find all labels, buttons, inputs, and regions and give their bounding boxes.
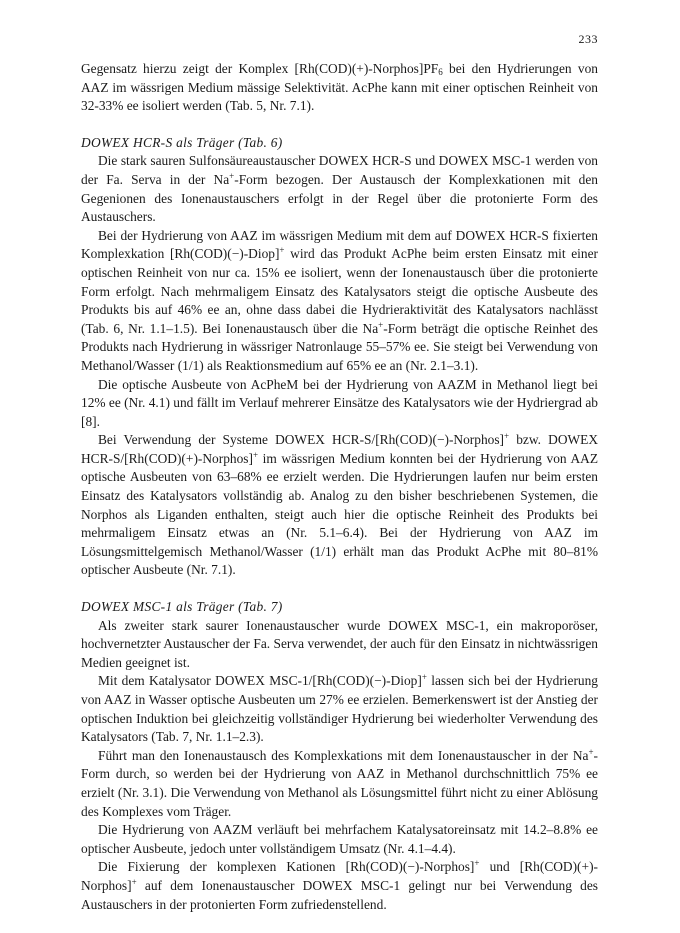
paragraph: Die Fixierung der komplexen Kationen [Rh(COD)(−)-Norphos]+ und [Rh(COD)(+)-Norphos]+ auf dem Ionenaustauscher DOWEX MSC-1 gelingt nur bei Verwendung des Austauschers in der protonierten Form zufriedenstellend. xyxy=(81,858,598,912)
page-number: 233 xyxy=(578,32,598,46)
paragraph: Führt man den Ionenaustausch des Komplexkations mit dem Ionenaustauscher in der Na+-Form durch, so werden bei der Hydrierung von AAZ in Methanol durchschnittlich 75% ee erzielt (Nr. 3.1). Die Verwendung von Methanol als Lösungsmittel führt nicht zu einer Ablösung des Komplexes vom Träger. xyxy=(81,746,598,819)
section-heading-dowex-msc-1: DOWEX MSC-1 als Träger (Tab. 7) xyxy=(81,599,283,615)
page-body xyxy=(81,60,598,914)
paragraph: Bei der Hydrierung von AAZ im wässrigen Medium mit dem auf DOWEX HCR-S fixierten Komplexkation [Rh(COD)(−)-Diop]+ wird das Produkt AcPhe beim ersten Einsatz mit einer optischen Reinheit von nur ca. 15% ee isoliert, wenn der Ionenaustausch über die protonierte Form erfolgt. Nach mehrmaligem Einsatz des Katalysators steigt die optische Ausbeute des Produkts bis auf 46% ee an, ohne dass dabei die Hydrieraktivität des Katalysators nachlässt (Tab. 6, Nr. 1.1–1.5). Bei Ionenaustausch über die Na+-Form beträgt die optische Reinhet des Produkts nach Hydrierung in wässriger Natronlauge 55–57% ee. Sie steigt bei Verwendung von Methanol/Wasser (1/1) als Reaktionsmedium auf 65% ee an (Nr. 2.1–3.1). xyxy=(81,227,598,373)
section-heading-dowex-hcr-s: DOWEX HCR-S als Träger (Tab. 6) xyxy=(81,134,283,150)
paragraph: Bei Verwendung der Systeme DOWEX HCR-S/[Rh(COD)(−)-Norphos]+ bzw. DOWEX HCR-S/[Rh(COD)(+)-Norphos]+ im wässrigen Medium konnten bei der Hydrierung von AAZ optische Ausbeuten von 63–68% ee erzielt werden. Die Hydrierungen laufen nur beim ersten Einsatz des Katalysators vollständig ab. Analog zu den bisher beschriebenen Systemen, die Norphos als Liganden enthalten, steigt auch hier die optische Reinheit des Produkts bei mehrmaligem Einsatz etwas an (Nr. 5.1–6.4). Bei der Hydrierung von AAZ im Lösungsmittelgemisch Methanol/Wasser (1/1) erhält man das Produkt AcPhe mit 80–81% optischer Ausbeute (Nr. 7.1). xyxy=(81,431,598,578)
paragraph: Die optische Ausbeute von AcPheM bei der Hydrierung von AAZM in Methanol liegt bei 12% ee (Nr. 4.1) und fällt im Verlauf mehrerer Einsätze des Katalysators wie der Hydriergrad ab [8]. xyxy=(81,376,598,429)
paragraph: Als zweiter stark saurer Ionenaustauscher wurde DOWEX MSC-1, ein makroporöser, hochvernetzter Austauscher der Fa. Serva verwendet, der auch für den Einsatz in nichtwässrigen Medien geeignet ist. xyxy=(81,617,598,670)
paragraph: Gegensatz hierzu zeigt der Komplex $[Rh(COD)(+)-Norphos]PF_6$ bei den Hydrierungen von AAZ im wässrigen Medium mässige Selektivität. AcPhe kann mit einer optischen Reinheit von 32-33% ee isoliert werden (Tab. 5, Nr. 7.1). xyxy=(81,61,598,114)
paragraph: Die stark sauren Sulfonsäureaustauscher DOWEX HCR-S und DOWEX MSC-1 werden von der Fa. Serva in der Na+-Form bezogen. Der Austausch der Komplexkationen mit den Gegenionen des Ionenaustauschers erfolgt in der Regel über die protonierte Form des Austauschers. xyxy=(81,153,598,225)
paragraph: Mit dem Katalysator DOWEX MSC-1/[Rh(COD)(−)-Diop]+ lassen sich bei der Hydrierung von AAZ in Wasser optische Ausbeuten um 27% ee erzielen. Bemerkenswert ist der Anstieg der optischen Induktion bei gleichzeitig vollständiger Hydrierung bei wiederholter Verwendung des Katalysators (Tab. 7, Nr. 1.1–2.3). xyxy=(81,672,598,745)
paragraph: Die Hydrierung von AAZM verläuft bei mehrfachem Katalysatoreinsatz mit 14.2–8.8% ee optischer Ausbeute, jedoch unter vollständigem Umsatz (Nr. 4.1–4.4). xyxy=(81,822,598,856)
